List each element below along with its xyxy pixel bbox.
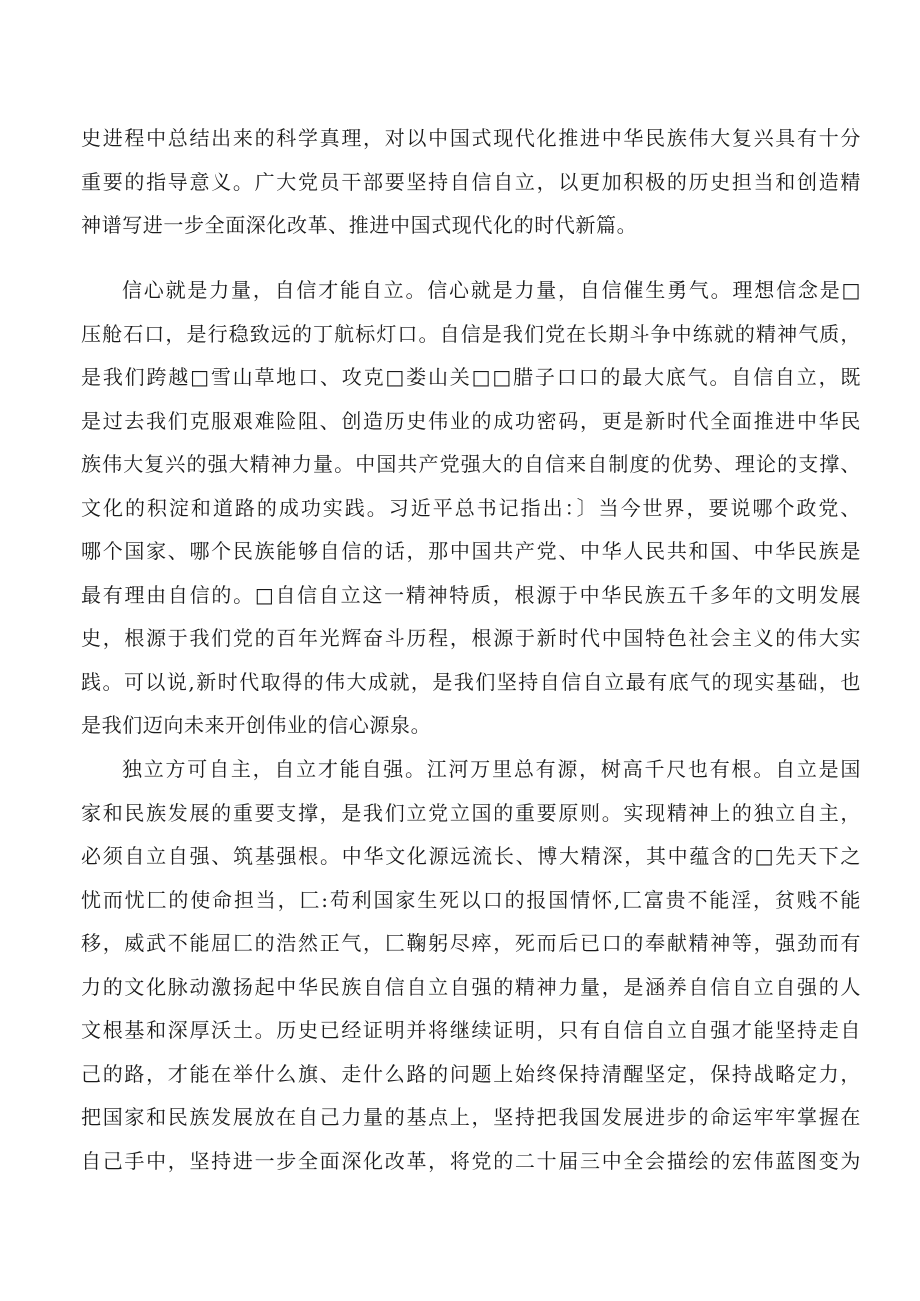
text-line: 最有理由自信的。□自信自立这一精神特质，根源于中华民族五千多年的文明发展 bbox=[81, 582, 861, 607]
text-line: 力的文化脉动激扬起中华民族自信自立自强的精神力量，是涵养自信自立自强的人 bbox=[81, 974, 861, 999]
text-line: 是我们迈向未来开创伟业的信心源泉。 bbox=[81, 713, 432, 737]
text-line: 家和民族发展的重要支撑，是我们立党立国的重要原则。实现精神上的独立自主， bbox=[81, 800, 861, 825]
paragraph-1 bbox=[81, 117, 861, 248]
text-line: 践。可以说,新时代取得的伟大成就，是我们坚持自信自立最有底气的现实基础，也 bbox=[81, 669, 861, 694]
text-line: 文化的积淀和道路的成功实践。习近平总书记指出：〕当今世界，要说哪个政党、 bbox=[81, 495, 861, 520]
text-line: 自己手中，坚持进一步全面深化改革，将党的二十届三中全会描绘的宏伟蓝图变为 bbox=[81, 1148, 861, 1173]
text-line: 把国家和民族发展放在自己力量的基点上，坚持把我国发展进步的命运牢牢掌握在 bbox=[81, 1105, 861, 1129]
text-line: 信心就是力量，自信才能自立。信心就是力量，自信催生勇气。理想信念是□ bbox=[122, 278, 861, 302]
text-line: 独立方可自主，自立才能自强。江河万里总有源，树高千尺也有根。自立是国 bbox=[122, 757, 861, 781]
text-line: 史，根源于我们党的百年光辉奋斗历程，根源于新时代中国特色社会主义的伟大实 bbox=[81, 626, 861, 650]
text-line: 移，威武不能屈匚的浩然正气，匚鞠躬尽瘁，死而后已口的奉献精神等，强劲而有 bbox=[81, 931, 861, 955]
text-line: 是过去我们克服艰难险阻、创造历史伟业的成功密码，更是新时代全面推进中华民 bbox=[81, 408, 861, 433]
text-line: 必须自立自强、筑基强根。中华文化源远流长、博大精深，其中蕴含的□先天下之 bbox=[81, 844, 861, 868]
text-line: 族伟大复兴的强大精神力量。中国共产党强大的自信来自制度的优势、理论的支撑、 bbox=[81, 452, 861, 476]
text-line: 重要的指导意义。广大党员干部要坚持自信自立，以更加积极的历史担当和创造精 bbox=[81, 169, 861, 194]
text-line: 是我们跨越□雪山草地口、攻克□娄山关□□腊子口口的最大底气。自信自立，既 bbox=[81, 365, 861, 389]
text-line: 文根基和深厚沃土。历史已经证明并将继续证明，只有自信自立自强才能坚持走自 bbox=[81, 1018, 861, 1042]
text-line: 忧而忧匚的使命担当，匚:苟利国家生死以口的报国情怀,匚富贵不能淫，贫贱不能 bbox=[81, 887, 861, 912]
text-line: 压舱石口，是行稳致远的丁航标灯口。自信是我们党在长期斗争中练就的精神气质， bbox=[81, 321, 861, 346]
paragraph-3 bbox=[81, 748, 861, 1183]
text-line: 史进程中总结出来的科学真理，对以中国式现代化推进中华民族伟大复兴具有十分 bbox=[81, 126, 861, 150]
text-line: 哪个国家、哪个民族能够自信的话，那中国共产党、中华人民共和国、中华民族是 bbox=[81, 539, 861, 563]
text-line: 神谱写进一步全面深化改革、推进中国式现代化的时代新篇。 bbox=[81, 213, 638, 237]
paragraph-2 bbox=[81, 269, 861, 748]
text-line: 己的路，才能在举什么旗、走什么路的问题上始终保持清醒坚定，保持战略定力， bbox=[81, 1061, 861, 1086]
